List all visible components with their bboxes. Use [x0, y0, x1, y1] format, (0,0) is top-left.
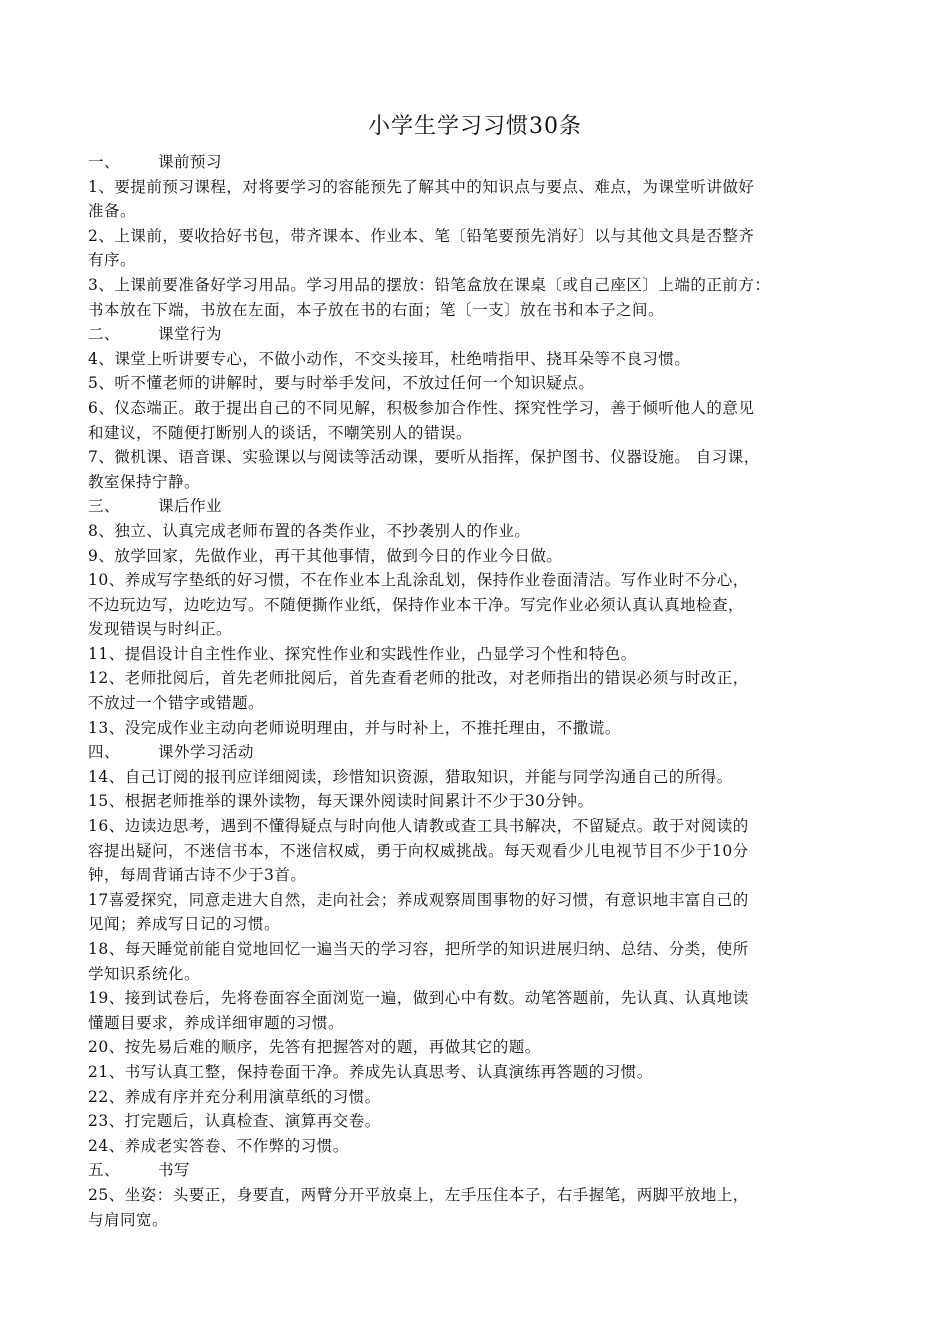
- text-line: 与肩同宽。: [88, 1210, 169, 1229]
- text-line: 12、老师批阅后，首先老师批阅后，首先查看老师的批改，对老师指出的错误必须与时改正，: [88, 669, 749, 688]
- text-line: 不边玩边写，边吃边写。不随便撕作业纸，保持作业本干净。写完作业必须认真认真地检查，: [88, 595, 745, 614]
- section-number: 四、: [88, 743, 121, 762]
- section-heading: [88, 150, 908, 175]
- text-line: 书本放在下端，书放在左面，本子放在书的右面；笔〔一支〕放在书和本子之间。: [88, 300, 665, 319]
- text-line: 1、要提前预习课程，对将要学习的容能预先了解其中的知识点与要点、难点，为课堂听讲做好: [88, 177, 755, 196]
- section-number: 五、: [88, 1161, 121, 1180]
- text-line: 和建议，不随便打断别人的谈话，不嘲笑别人的错误。: [88, 423, 473, 442]
- text-line: 10、养成写字垫纸的好习惯，不在作业本上乱涂乱划，保持作业卷面清洁。写作业时不分心，: [88, 571, 749, 590]
- text-line: 发现错误与时纠正。: [88, 620, 233, 639]
- text-line: 19、接到试卷后，先将卷面容全面浏览一遍，做到心中有数。动笔答题前，先认真、认真地读: [88, 989, 749, 1008]
- text-line: 15、根据老师推举的课外读物，每天课外阅读时间累计不少于30分钟。: [88, 792, 594, 811]
- section-heading: [88, 494, 908, 519]
- text-line: 22、养成有序并充分利用演草纸的习惯。: [88, 1087, 381, 1106]
- section-heading: [88, 1158, 908, 1183]
- text-line: 懂题目要求，养成详细审题的习惯。: [88, 1013, 345, 1032]
- text-line: 6、仪态端正。敢于提出自己的不同见解，积极参加合作性、探究性学习，善于倾听他人的意见: [88, 398, 755, 417]
- text-line: 准备。: [88, 202, 137, 221]
- text-line: 5、听不懂老师的讲解时，要与时举手发问，不放过任何一个知识疑点。: [88, 374, 595, 393]
- text-line: 18、每天睡觉前能自觉地回忆一遍当天的学习容，把所学的知识进展归纳、总结、分类，使所: [88, 940, 749, 958]
- text-line: 见闻；养成写日记的习惯。: [88, 915, 281, 934]
- section-title: 课堂行为: [158, 325, 223, 344]
- text-line: 24、养成老实答卷、不作弊的习惯。: [88, 1136, 349, 1155]
- text-line: 11、提倡设计自主性作业、探究性作业和实践性作业，凸显学习个性和特色。: [88, 644, 637, 663]
- text-line: 2、上课前，要收拾好书包，带齐课本、作业本、笔〔铅笔要预先消好〕以与其他文具是否整齐: [88, 226, 755, 245]
- text-line: 4、课堂上听讲要专心，不做小动作，不交头接耳，杜绝啃指甲、挠耳朵等不良习惯。: [88, 349, 691, 368]
- section-number: 二、: [88, 325, 121, 344]
- section-number: 三、: [88, 497, 121, 516]
- text-line: 13、没完成作业主动向老师说明理由，并与时补上，不推托理由，不撒谎。: [88, 718, 621, 737]
- text-line: 钟，每周背诵古诗不少于3首。: [88, 866, 307, 885]
- text-line: 不放过一个错字或错题。: [88, 694, 265, 713]
- section-title: 书写: [158, 1161, 191, 1180]
- section-heading: [88, 740, 908, 765]
- text-line: 3、上课前要准备好学习用品。学习用品的摆放：铅笔盒放在课桌〔或自己座区〕上端的正前方：: [88, 275, 771, 294]
- text-line: 8、独立、认真完成老师布置的各类作业，不抄袭别人的作业。: [88, 521, 531, 540]
- section-number: 一、: [88, 153, 121, 171]
- text-line: 学知识系统化。: [88, 964, 201, 983]
- text-line: 7、微机课、语音课、实验课以与阅读等活动课，要听从指挥，保护图书、仪器设施。 自习课，: [88, 448, 760, 467]
- text-line: 容提出疑问，不迷信书本，不迷信权威，勇于向权威挑战。每天观看少儿电视节目不少于10分: [88, 841, 749, 860]
- text-line: 14、自己订阅的报刊应详细阅读，珍惜知识资源，猎取知识，并能与同学沟通自己的所得。: [88, 767, 733, 786]
- section-title: 课外学习活动: [158, 743, 255, 762]
- text-line: 16、边读边思考，遇到不懂得疑点与时向他人请教或查工具书解决，不留疑点。敢于对阅读的: [88, 817, 749, 836]
- section-heading: [88, 322, 908, 347]
- document-title: 小学生学习习惯30条: [368, 114, 582, 139]
- text-line: 23、打完题后，认真检查、演算再交卷。: [88, 1112, 381, 1131]
- text-line: 17喜爱探究，同意走进大自然，走向社会；养成观察周围事物的好习惯，有意识地丰富自己的: [88, 890, 749, 909]
- text-line: 有序。: [88, 251, 137, 270]
- text-line: 9、放学回家，先做作业，再干其他事情，做到今日的作业今日做。: [88, 546, 563, 565]
- text-line: 20、按先易后难的顺序，先答有把握答对的题，再做其它的题。: [88, 1038, 541, 1057]
- text-line: 21、书写认真工整，保持卷面干净。养成先认真思考、认真演练再答题的习惯。: [88, 1062, 653, 1081]
- section-title: 课后作业: [158, 497, 223, 516]
- document-body: [88, 150, 908, 1232]
- text-line: 教室保持宁静。: [88, 472, 201, 491]
- section-title: 课前预习: [158, 153, 223, 171]
- text-line: 25、坐姿：头要正，身要直，两臂分开平放桌上，左手压住本子，右手握笔，两脚平放地上，: [88, 1185, 749, 1204]
